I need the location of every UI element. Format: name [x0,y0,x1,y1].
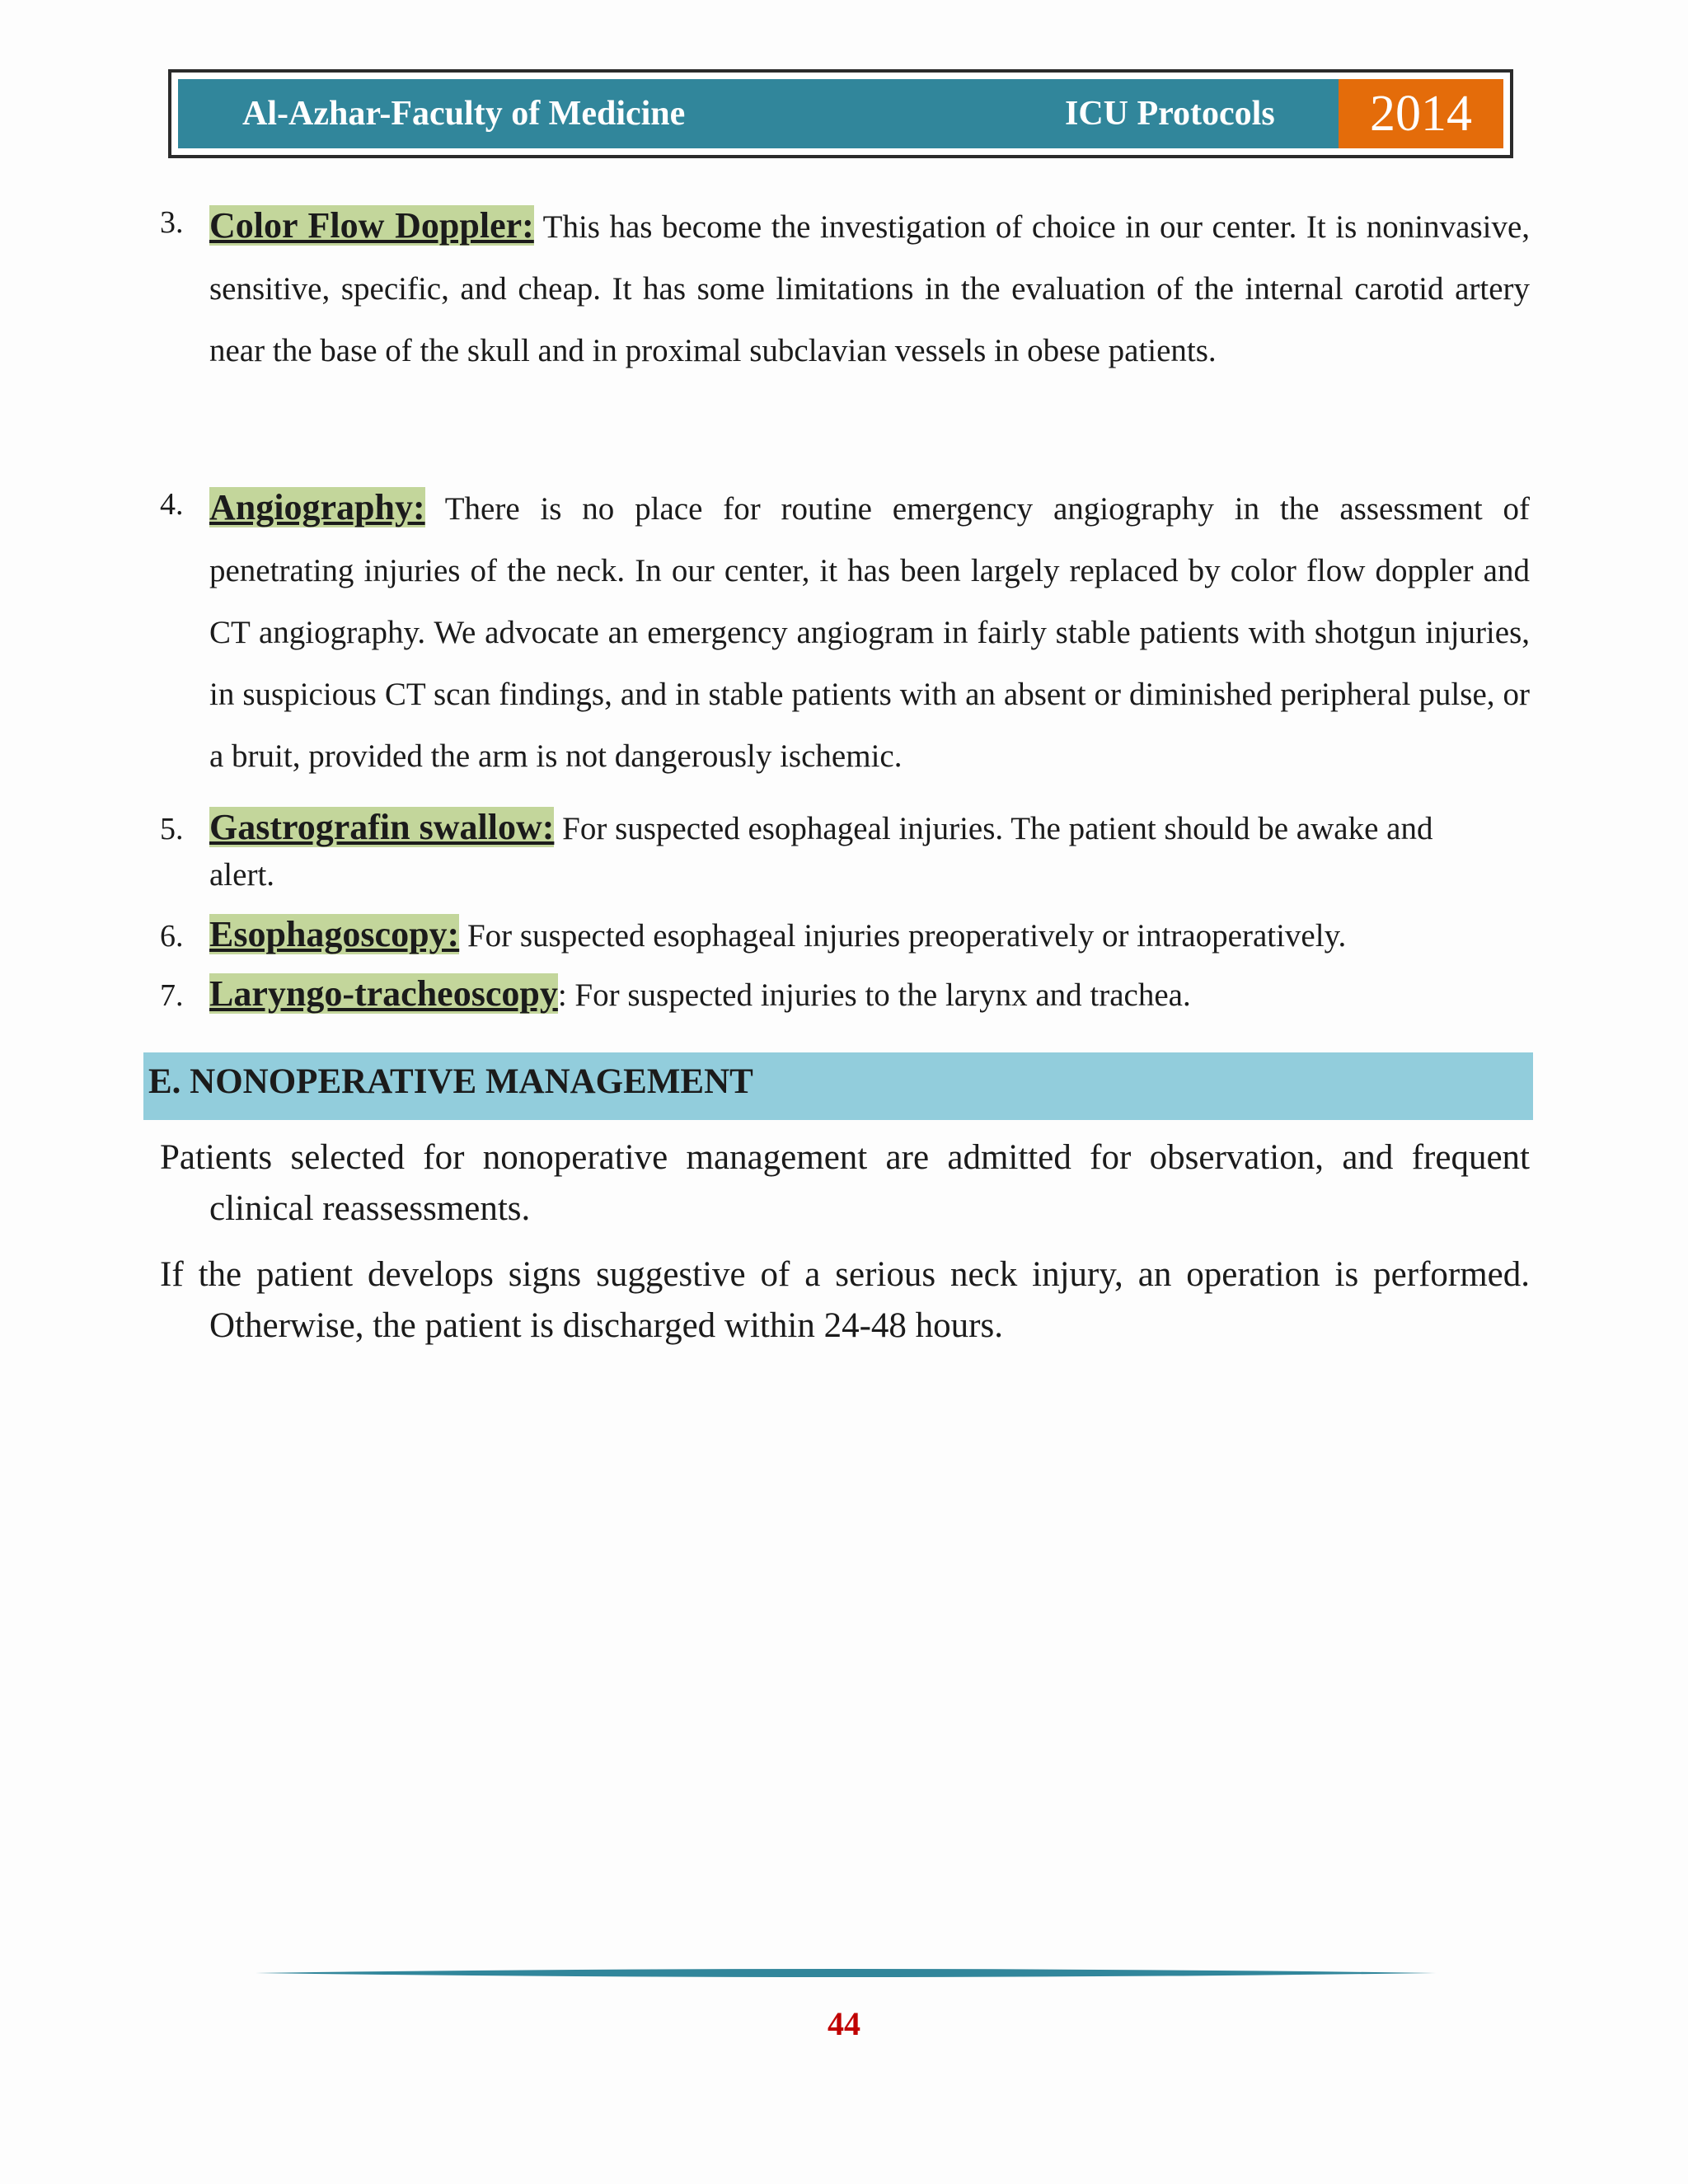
header-year: 2014 [1339,79,1503,148]
paragraph-text: Patients selected for nonoperative management are admitted for observation, and frequent clinical reassessments. [160,1138,1530,1228]
list-item-text: : For suspected injuries to the larynx and trachea. [557,977,1191,1013]
list-item-body [209,194,1530,382]
list-item-text: There is no place for routine emergency angiography in the assessment of penetrating injuries of the neck. In our center, it has been largely replaced by color flow doppler and CT angiography. We advocate an emergency angiogram in fairly stable patients with shotgun injuries, in suspicious CT scan findings, and in stable patients with an absent or diminished peripheral pulse, or a bruit, provided the arm is not dangerously ischemic. [209,491,1530,774]
list-item-number: 7. [160,978,184,1013]
paragraph-2 [160,1249,1530,1352]
list-item-term: Gastrografin swallow: [209,807,555,847]
list-item-text: For suspected esophageal injuries preoperatively or intraoperatively. [459,918,1347,954]
section-title: E. NONOPERATIVE MANAGEMENT [148,1062,753,1101]
list-item-text: For suspected esophageal injuries. The patient should be awake and alert. [209,811,1433,893]
list-item-number: 4. [160,487,184,522]
list-item-text: This has become the investigation of choice in our center. It is noninvasive, sensitive, specific, and cheap. It has some limitations in the evaluation of the internal carotid artery near the base of the skull and in proximal subclavian vessels in obese patients. [209,209,1531,368]
list-item-number: 6. [160,919,184,954]
page-number: 44 [828,2005,860,2042]
list-item-number: 5. [160,812,184,846]
list-item-term: Laryngo-tracheoscopy [209,973,558,1014]
list-item-body [209,912,1530,959]
header-title: ICU Protocols [1065,95,1275,133]
paragraph-1 [160,1132,1530,1235]
paragraph-text: If the patient develops signs suggestive of a serious neck injury, an operation is performed. Otherwise, the patient is discharged within 24-48 hours. [160,1255,1530,1345]
list-item-term: Angiography: [209,487,425,527]
list-item-body [209,476,1530,787]
list-item-term: Esophagoscopy: [209,914,460,954]
list-item-number: 3. [160,205,184,240]
list-item-body [209,971,1530,1019]
section-heading-bar [143,1052,1533,1120]
page-header [168,69,1513,158]
list-item-term: Color Flow Doppler: [209,205,534,246]
list-item-body [209,804,1495,898]
header-institution: Al-Azhar-Faculty of Medicine [242,95,686,133]
header-bar [178,79,1503,148]
footer-rule [256,1965,1436,1981]
